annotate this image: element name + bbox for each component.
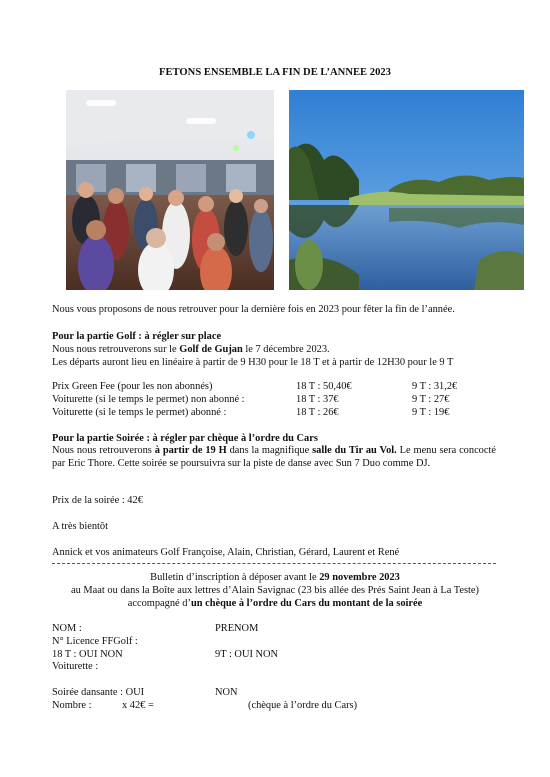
bulletin-line-2: au Maat ou dans la Boîte aux lettres d’Alain Savignac (23 bis allée des Prés Saint Jean à La Teste) [71,585,479,596]
soiree-price: Prix de la soirée : 42€ [52,495,143,506]
soiree-time: à partir de 19 H [154,445,227,456]
price-18t: 18 T : 26€ [296,407,339,418]
bulletin-line-1 [0,571,550,584]
price-label: Voiturette (si le temps le permet) non abonné : [52,394,245,405]
golf-line-2: Les départs auront lieu en linéaire à partir de 9 H30 pour le 18 T et à partir de 12H30 pour le 9 T [52,357,454,368]
form-voiturette-label: Voiturette : [52,661,99,672]
party-photo-illustration [66,90,274,290]
golf-course-name: Golf de Gujan [179,344,243,355]
soiree-text-mid: dans la magnifique [226,445,313,456]
form-nombre-label: Nombre : [52,700,92,711]
bulletin-deadline-pre: Bulletin d’inscription à déposer avant le [150,572,320,583]
soiree-text-pre: Nous nous retrouverons [52,445,155,456]
form-prenom-label: PRENOM [215,623,259,634]
golf-lake-illustration [289,90,524,290]
price-label: Prix Green Fee (pour les non abonnés) [52,381,213,392]
bulletin-cheque: un chèque à l’ordre du Cars du montant de la soirée [190,598,423,609]
golf-lake-photo [289,90,524,290]
price-9t: 9 T : 27€ [412,394,450,405]
soiree-venue: salle du Tir au Vol. [312,445,397,456]
form-9t-choice: 9T : OUI NON [215,649,279,660]
bulletin-line-3 [0,597,550,610]
signature: Annick et vos animateurs Golf Françoise, Alain, Christian, Gérard, Laurent et René [52,547,400,558]
golf-heading: Pour la partie Golf : à régler sur place [52,331,222,342]
closing-text: A très bientôt [52,521,108,532]
price-18t: 18 T : 37€ [296,394,339,405]
cut-line [52,563,496,564]
bulletin-deadline: 29 novembre 2023 [319,572,400,583]
golf-line-1-post: le 7 décembre 2023. [242,344,330,355]
soiree-paragraph [52,444,496,471]
price-label: Voiturette (si le temps le permet) abonné : [52,407,227,418]
golf-line-1-pre: Nous nous retrouverons sur le [52,344,180,355]
form-nom-label: NOM : [52,623,82,634]
price-18t: 18 T : 50,40€ [296,381,352,392]
soiree-text-post: Le menu sera concocté par Eric Thore. Cette soirée se poursuivra sur la piste de danse avec Sun 7 Duo comme DJ. [52,445,496,470]
party-photo [66,90,274,290]
form-price-multiplier: x 42€ = [122,700,154,711]
price-9t: 9 T : 19€ [412,407,450,418]
form-soiree-choice: Soirée dansante : OUI [52,687,145,698]
soiree-heading: Pour la partie Soirée : à régler par chèque à l’ordre du Cars [52,433,318,444]
bulletin-cheque-pre: accompagné d’ [127,598,191,609]
form-18t-choice: 18 T : OUI NON [52,649,123,660]
golf-line-1 [52,343,330,356]
intro-text: Nous vous proposons de nous retrouver pour la dernière fois en 2023 pour fêter la fin de l’année. [52,304,455,315]
form-soiree-non: NON [215,687,238,698]
form-cheque-note: (chèque à l’ordre du Cars) [248,700,358,711]
page-title: FETONS ENSEMBLE LA FIN DE L’ANNEE 2023 [159,67,391,78]
price-9t: 9 T : 31,2€ [412,381,458,392]
form-licence-label: N° Licence FFGolf : [52,636,138,647]
